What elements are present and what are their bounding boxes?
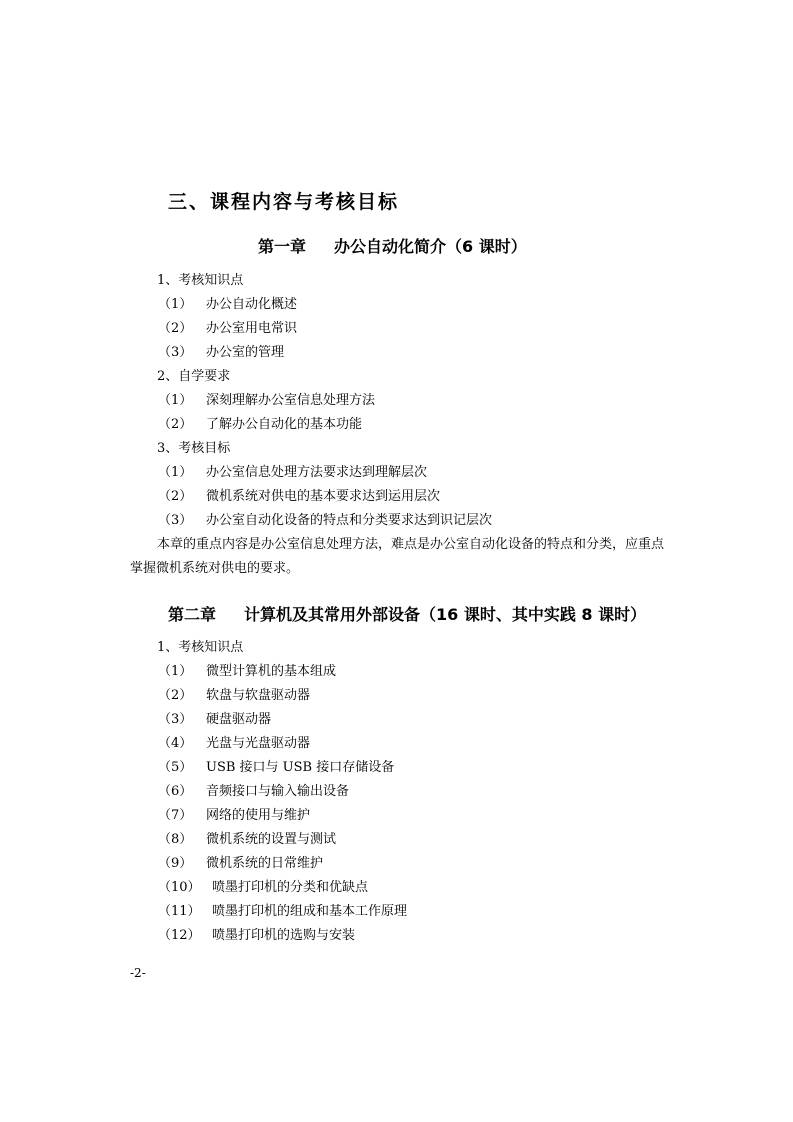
list-item xyxy=(158,489,440,505)
ch1-heading-self-study: 2、自学要求 xyxy=(157,369,231,384)
item-text: 喷墨打印机的选购与安装 xyxy=(212,928,356,943)
ch1-heading-knowledge: 1、考核知识点 xyxy=(157,273,244,288)
item-number: （1） xyxy=(158,664,193,679)
item-number: （1） xyxy=(158,297,193,312)
item-number: （2） xyxy=(158,489,193,504)
item-number: （2） xyxy=(158,688,193,703)
ch2-heading-knowledge: 1、考核知识点 xyxy=(157,640,244,655)
list-item xyxy=(158,321,297,337)
item-text: 网络的使用与维护 xyxy=(206,808,311,823)
item-text: 硬盘驱动器 xyxy=(206,712,272,727)
list-item xyxy=(158,664,336,680)
list-item xyxy=(158,832,336,848)
item-text: 深刻理解办公室信息处理方法 xyxy=(206,393,376,408)
list-item xyxy=(158,928,355,944)
list-item xyxy=(158,856,323,872)
item-text: 微机系统的日常维护 xyxy=(206,856,324,871)
item-text: 光盘与光盘驱动器 xyxy=(206,736,311,751)
item-number: （3） xyxy=(158,513,193,528)
chapter2-heading xyxy=(168,602,646,625)
item-text: 办公自动化概述 xyxy=(206,297,298,312)
list-item xyxy=(158,880,368,896)
list-item xyxy=(158,808,310,824)
chapter1-label: 第一章 xyxy=(258,237,307,256)
item-text: 微型计算机的基本组成 xyxy=(206,664,337,679)
chapter1-summary: 本章的重点内容是办公室信息处理方法，难点是办公室自动化设备的特点和分类，应重点掌握微机系统对供电的要求。 xyxy=(130,537,665,576)
item-number: （2） xyxy=(158,321,193,336)
item-text: 办公室信息处理方法要求达到理解层次 xyxy=(206,465,428,480)
item-text: 音频接口与输入输出设备 xyxy=(206,784,350,799)
page-number: -2- xyxy=(130,966,146,980)
item-text: 喷墨打印机的分类和优缺点 xyxy=(212,880,369,895)
list-item xyxy=(158,513,492,529)
item-text: 了解办公自动化的基本功能 xyxy=(206,417,363,432)
list-item xyxy=(158,904,407,920)
item-number: （8） xyxy=(158,832,193,847)
list-item xyxy=(158,465,427,481)
chapter2-label: 第二章 xyxy=(168,605,217,624)
item-text: 微机系统对供电的基本要求达到运用层次 xyxy=(206,489,441,504)
item-text: 微机系统的设置与测试 xyxy=(206,832,337,847)
list-item xyxy=(158,784,349,800)
list-item xyxy=(158,297,297,313)
item-text: 办公室的管理 xyxy=(206,345,285,360)
item-text: 办公室自动化设备的特点和分类要求达到识记层次 xyxy=(206,513,493,528)
item-text: 办公室用电常识 xyxy=(206,321,298,336)
list-item xyxy=(158,736,310,752)
list-item xyxy=(158,712,271,728)
chapter1-title: 办公自动化简介（6 课时） xyxy=(334,237,527,256)
item-text: 喷墨打印机的组成和基本工作原理 xyxy=(212,904,408,919)
list-item xyxy=(158,417,362,433)
item-number: （12） xyxy=(158,928,201,943)
list-item xyxy=(158,688,310,704)
item-number: （5） xyxy=(158,760,193,775)
item-number: （3） xyxy=(158,712,193,727)
item-number: （1） xyxy=(158,465,193,480)
item-text: USB 接口与 USB 接口存储设备 xyxy=(206,760,395,775)
chapter2-title: 计算机及其常用外部设备（16 课时、其中实践 8 课时） xyxy=(244,605,647,624)
list-item xyxy=(158,393,375,409)
item-number: （3） xyxy=(158,345,193,360)
chapter1-heading xyxy=(258,234,527,257)
ch1-heading-objectives: 3、考核目标 xyxy=(157,441,231,456)
section-title: 三、课程内容与考核目标 xyxy=(168,191,400,213)
item-number: （11） xyxy=(158,904,201,919)
list-item xyxy=(158,345,284,361)
item-number: （2） xyxy=(158,417,193,432)
item-text: 软盘与软盘驱动器 xyxy=(206,688,311,703)
item-number: （6） xyxy=(158,784,193,799)
item-number: （10） xyxy=(158,880,201,895)
list-item xyxy=(158,760,394,776)
item-number: （4） xyxy=(158,736,193,751)
item-number: （1） xyxy=(158,393,193,408)
item-number: （9） xyxy=(158,856,193,871)
item-number: （7） xyxy=(158,808,193,823)
